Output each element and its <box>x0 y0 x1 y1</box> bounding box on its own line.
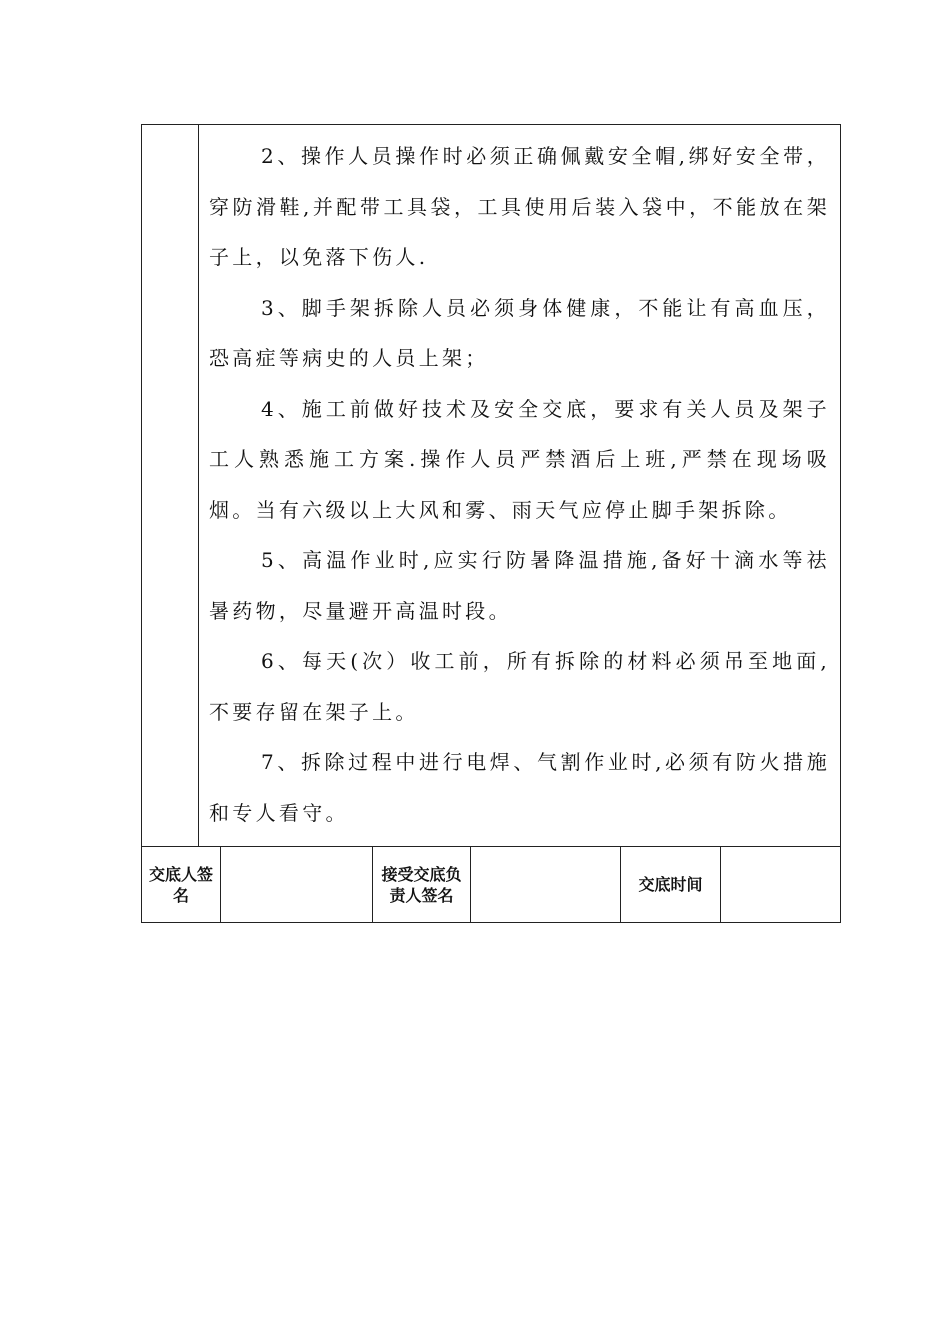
disclosure-content <box>199 125 840 846</box>
signature-row <box>142 847 840 922</box>
paragraph-item-2: 2、操作人员操作时必须正确佩戴安全帽,绑好安全带，穿防滑鞋,并配带工具袋，工具使用后装入袋中，不能放在架子上，以免落下伤人. <box>209 144 830 269</box>
receiver-signature-label-text: 接受交底负责人签名 <box>381 864 462 905</box>
content-row <box>142 125 840 847</box>
receiver-signature-field[interactable] <box>471 847 621 922</box>
paragraph-item-4: 4、施工前做好技术及安全交底，要求有关人员及架子工人熟悉施工方案.操作人员严禁酒后上班,严禁在现场吸烟。当有六级以上大风和雾、雨天气应停止脚手架拆除。 <box>209 396 830 522</box>
disclosure-table <box>141 124 841 923</box>
disclosure-time-label <box>621 847 721 922</box>
receiver-signature-label <box>373 847 471 922</box>
discloser-signature-field[interactable] <box>221 847 373 922</box>
paragraph-item-3: 3、脚手架拆除人员必须身体健康，不能让有高血压，恐高症等病史的人员上架； <box>209 295 830 370</box>
disclosure-time-label-text: 交底时间 <box>638 875 703 894</box>
disclosure-time-field[interactable] <box>721 847 840 922</box>
category-cell <box>142 125 199 846</box>
discloser-signature-label <box>142 847 221 922</box>
paragraph-item-6: 6、每天(次）收工前，所有拆除的材料必须吊至地面,不要存留在架子上。 <box>209 649 830 724</box>
paragraph-item-7: 7、拆除过程中进行电焊、气割作业时,必须有防火措施和专人看守。 <box>209 750 830 825</box>
paragraph-item-5: 5、高温作业时,应实行防暑降温措施,备好十滴水等祛暑药物，尽量避开高温时段。 <box>209 548 830 623</box>
discloser-signature-label-text: 交底人签名 <box>148 864 213 905</box>
